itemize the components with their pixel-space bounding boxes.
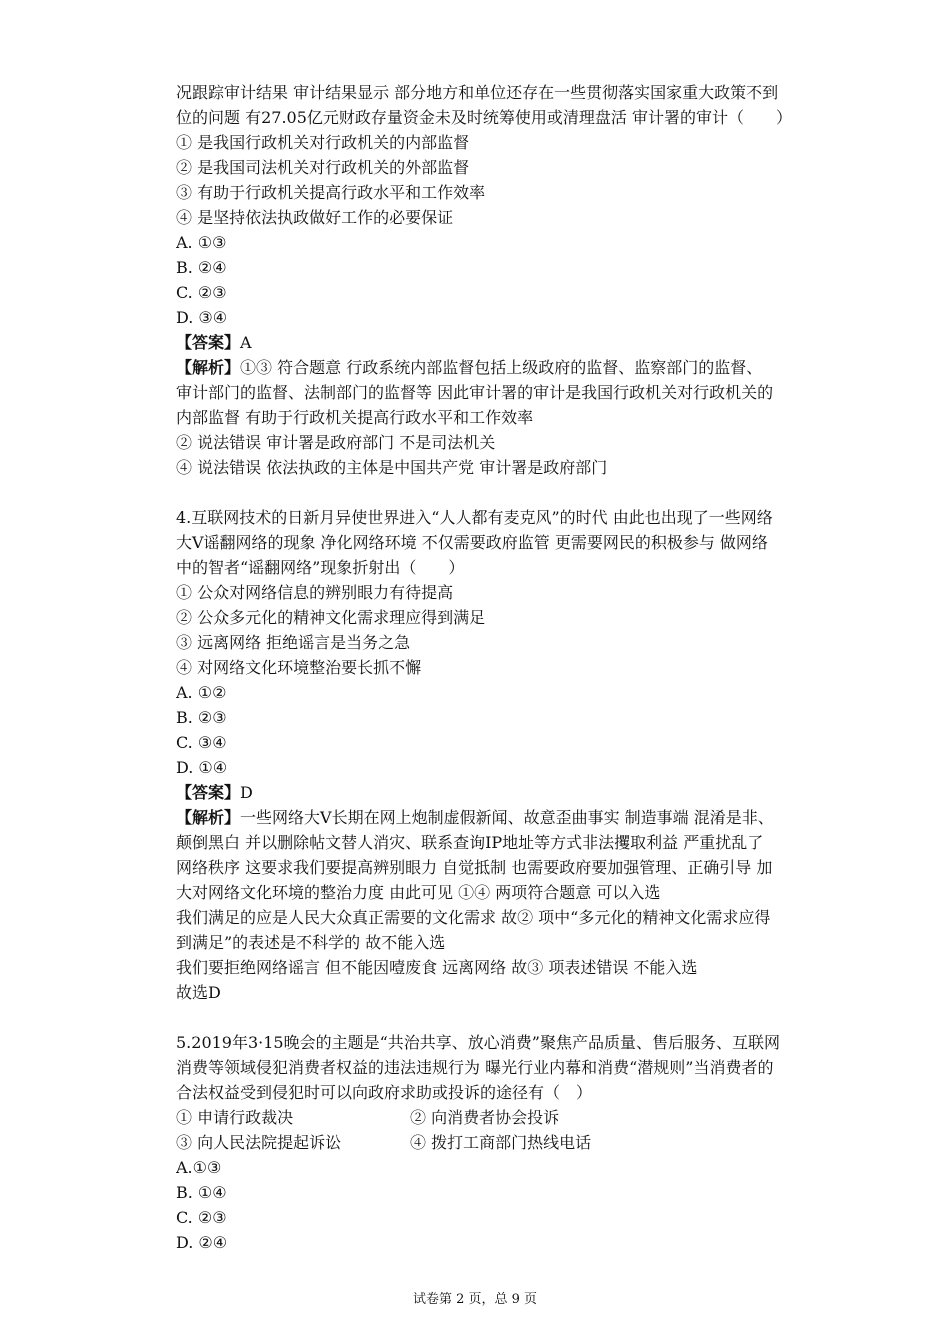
spacer xyxy=(176,1005,816,1030)
q4-statement: ① 公众对网络信息的辨别眼力有待提高 xyxy=(176,583,454,602)
q3-analysis-line: 审计部门的监督、法制部门的监督等 因此审计署的审计是我国行政机关对行政机关的 xyxy=(176,383,774,402)
q3-statement: ③ 有助于行政机关提高行政水平和工作效率 xyxy=(176,183,486,202)
answer-value: D xyxy=(240,783,253,802)
q3-option-b: B. ②④ xyxy=(176,258,227,277)
q4-analysis xyxy=(176,805,816,830)
q3-stem-line: 况跟踪审计结果 审计结果显示 部分地方和单位还存在一些贯彻落实国家重大政策不到 xyxy=(176,83,779,102)
q3-stem-line: 位的问题 有27.05亿元财政存量资金未及时统筹使用或清理盘活 审计署的审计（ ） xyxy=(176,108,792,127)
q3-analysis-line: ④ 说法错误 依法执政的主体是中国共产党 审计署是政府部门 xyxy=(176,458,608,477)
question-4 xyxy=(176,505,816,1005)
q4-stem-line: 大V谣翻网络的现象 净化网络环境 不仅需要政府监管 更需要网民的积极参与 做网络 xyxy=(176,533,768,552)
question-5 xyxy=(176,1030,816,1255)
q4-analysis-line: 到满足”的表述是不科学的 故不能入选 xyxy=(176,933,446,952)
q5-stem-line: 5.2019年3·15晚会的主题是“共治共享、放心消费”聚焦产品质量、售后服务、互联网 xyxy=(176,1033,780,1052)
answer-value: A xyxy=(240,333,252,352)
q4-stem-line: 4.互联网技术的日新月异使世界进入“人人都有麦克风”的时代 由此也出现了一些网络 xyxy=(176,508,773,527)
q3-option-a: A. ①③ xyxy=(176,233,227,252)
q4-analysis-line: 我们要拒绝网络谣言 但不能因噎废食 远离网络 故③ 项表述错误 不能入选 xyxy=(176,958,698,977)
spacer xyxy=(176,480,816,505)
q4-statement: ② 公众多元化的精神文化需求理应得到满足 xyxy=(176,608,486,627)
q4-option-a: A. ①② xyxy=(176,683,227,702)
q5-option-b: B. ①④ xyxy=(176,1183,227,1202)
q5-statement-row xyxy=(176,1105,816,1130)
q3-statement: ④ 是坚持依法执政做好工作的必要保证 xyxy=(176,208,454,227)
q3-answer xyxy=(176,330,816,355)
q3-analysis xyxy=(176,355,816,380)
q5-stem-line: 消费等领域侵犯消费者权益的违法违规行为 曝光行业内幕和消费“潜规则”当消费者的 xyxy=(176,1058,774,1077)
q4-option-d: D. ①④ xyxy=(176,758,228,777)
q4-statement: ③ 远离网络 拒绝谣言是当务之急 xyxy=(176,633,411,652)
page-footer: 试卷第 2 页，总 9 页 xyxy=(412,1292,538,1307)
q5-statement-row xyxy=(176,1130,816,1155)
q3-statement: ② 是我国司法机关对行政机关的外部监督 xyxy=(176,158,470,177)
q3-analysis-line: ② 说法错误 审计署是政府部门 不是司法机关 xyxy=(176,433,496,452)
q5-stem-line: 合法权益受到侵犯时可以向政府求助或投诉的途径有（ ） xyxy=(176,1083,593,1102)
q4-analysis-line: 故选D xyxy=(176,983,221,1002)
q5-statement: ④ 拨打工商部门热线电话 xyxy=(410,1133,592,1152)
answer-label: 【答案】 xyxy=(176,333,241,352)
q5-statement: ③ 向人民法院提起诉讼 xyxy=(176,1133,342,1152)
q3-option-d: D. ③④ xyxy=(176,308,228,327)
q4-option-c: C. ③④ xyxy=(176,733,227,752)
q5-option-d: D. ②④ xyxy=(176,1233,228,1252)
analysis-label: 【解析】 xyxy=(176,358,241,377)
q3-statement: ① 是我国行政机关对行政机关的内部监督 xyxy=(176,133,470,152)
q3-option-c: C. ②③ xyxy=(176,283,227,302)
q5-statement: ① 申请行政裁决 xyxy=(176,1108,294,1127)
analysis-text: ①③ 符合题意 行政系统内部监督包括上级政府的监督、监察部门的监督、 xyxy=(240,358,763,377)
q4-analysis-line: 大对网络文化环境的整治力度 由此可见 ①④ 两项符合题意 可以入选 xyxy=(176,883,661,902)
q4-option-b: B. ②③ xyxy=(176,708,227,727)
question-3 xyxy=(176,80,816,480)
q4-analysis-line: 颠倒黑白 并以删除帖文替人消灾、联系查询IP地址等方式非法攫取利益 严重扰乱了 xyxy=(176,833,764,852)
q4-analysis-line: 我们满足的应是人民大众真正需要的文化需求 故② 项中“多元化的精神文化需求应得 xyxy=(176,908,771,927)
analysis-label: 【解析】 xyxy=(176,808,241,827)
q4-answer xyxy=(176,780,816,805)
analysis-text: 一些网络大V长期在网上炮制虚假新闻、故意歪曲事实 制造事端 混淆是非、 xyxy=(240,808,774,827)
q5-option-c: C. ②③ xyxy=(176,1208,227,1227)
q5-option-a: A.①③ xyxy=(176,1158,222,1177)
answer-label: 【答案】 xyxy=(176,783,241,802)
exam-page xyxy=(176,80,816,1255)
q4-analysis-line: 网络秩序 这要求我们要提高辨别眼力 自觉抵制 也需要政府要加强管理、正确引导 加 xyxy=(176,858,773,877)
q4-stem-line: 中的智者“谣翻网络”现象折射出（ ） xyxy=(176,558,465,577)
q3-analysis-line: 内部监督 有助于行政机关提高行政水平和工作效率 xyxy=(176,408,534,427)
q5-statement: ② 向消费者协会投诉 xyxy=(410,1108,560,1127)
q4-statement: ④ 对网络文化环境整治要长抓不懈 xyxy=(176,658,422,677)
